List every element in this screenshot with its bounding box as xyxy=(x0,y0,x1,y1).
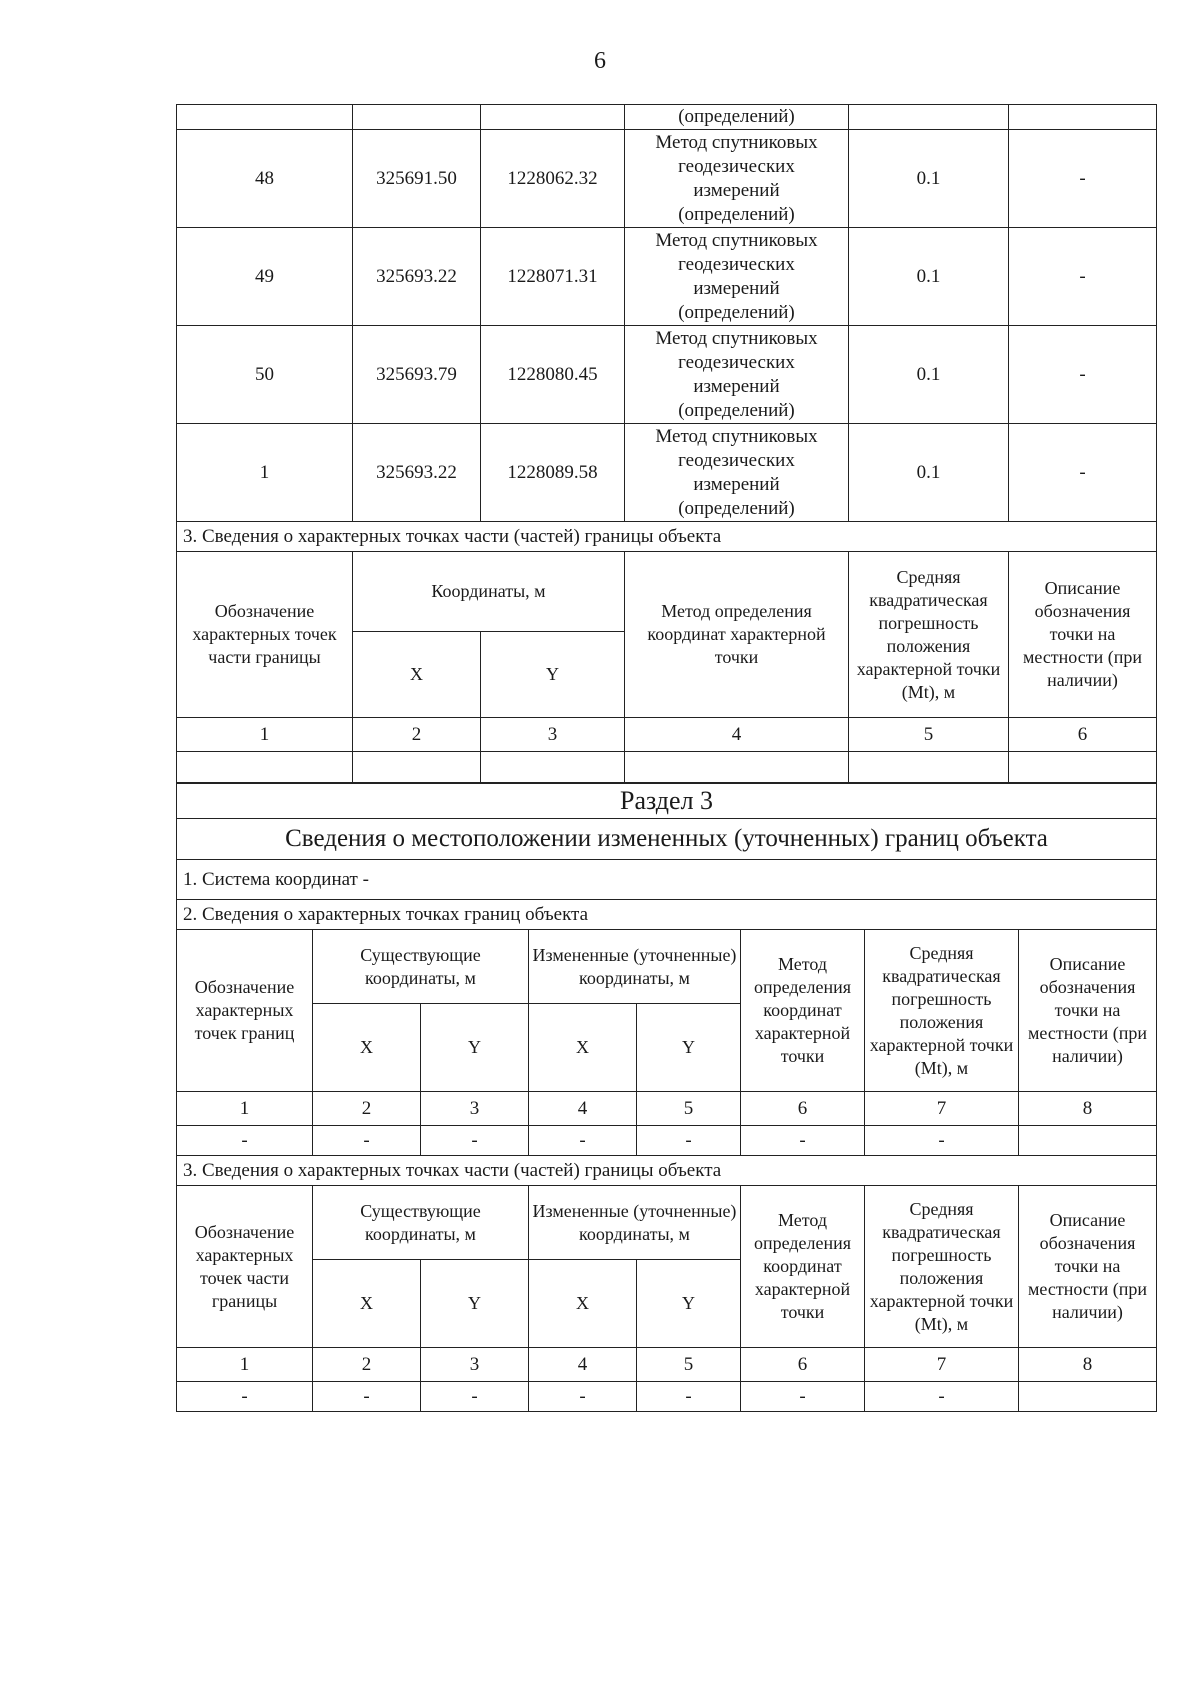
column-number: 7 xyxy=(865,1092,1019,1126)
header-mt: Средняя квадратическая погрешность положения характерной точки (Mt), м xyxy=(865,1186,1019,1348)
coord-x: 325693.22 xyxy=(353,424,481,522)
column-number: 2 xyxy=(313,1348,421,1382)
header-designation: Обозначение характерных точек части границы xyxy=(177,1186,313,1348)
coord-y: 1228089.58 xyxy=(481,424,625,522)
header-changed-coords: Измененные (уточненные) координаты, м xyxy=(529,1186,741,1260)
section-subtitle: Сведения о местоположении измененных (уточненных) границ объекта xyxy=(177,819,1157,860)
cell-value: - xyxy=(529,1382,637,1412)
table-header-row xyxy=(177,930,1157,1004)
mt-value: 0.1 xyxy=(849,424,1009,522)
column-number-row xyxy=(177,1348,1157,1382)
description-value: - xyxy=(1009,130,1157,228)
table-row xyxy=(177,784,1157,819)
column-number-row xyxy=(177,1092,1157,1126)
header-method: Метод определения координат характерной точки xyxy=(625,552,849,718)
column-number: 6 xyxy=(741,1348,865,1382)
description-value: - xyxy=(1009,326,1157,424)
column-number: 1 xyxy=(177,1348,313,1382)
table-header-row xyxy=(177,552,1157,632)
cell-value: - xyxy=(313,1382,421,1412)
header-y: Y xyxy=(481,632,625,718)
table-row xyxy=(177,1126,1157,1156)
header-description: Описание обозначения точки на местности (при наличии) xyxy=(1009,552,1157,718)
header-y: Y xyxy=(637,1260,741,1348)
table-row xyxy=(177,900,1157,930)
coord-y: 1228080.45 xyxy=(481,326,625,424)
cell-value: - xyxy=(177,1126,313,1156)
header-x: X xyxy=(313,1004,421,1092)
section-heading: 3. Сведения о характерных точках части (частей) границы объекта xyxy=(177,1156,1157,1186)
header-designation: Обозначение характерных точек части границы xyxy=(177,552,353,718)
column-number: 3 xyxy=(421,1092,529,1126)
table-row xyxy=(177,130,1157,228)
section-heading: 2. Сведения о характерных точках границ объекта xyxy=(177,900,1157,930)
column-number: 6 xyxy=(741,1092,865,1126)
coord-x: 325693.79 xyxy=(353,326,481,424)
method-cell: Метод спутниковых геодезических измерений (определений) xyxy=(625,228,849,326)
header-existing-coords: Существующие координаты, м xyxy=(313,1186,529,1260)
table-row xyxy=(177,819,1157,860)
coord-y: 1228062.32 xyxy=(481,130,625,228)
column-number: 3 xyxy=(421,1348,529,1382)
point-number: 1 xyxy=(177,424,353,522)
cell-value: - xyxy=(421,1382,529,1412)
column-number: 4 xyxy=(625,718,849,752)
header-changed-coords: Измененные (уточненные) координаты, м xyxy=(529,930,741,1004)
point-number: 48 xyxy=(177,130,353,228)
mt-value: 0.1 xyxy=(849,130,1009,228)
section-title: Раздел 3 xyxy=(177,784,1157,819)
cell-value: - xyxy=(865,1382,1019,1412)
column-number: 8 xyxy=(1019,1348,1157,1382)
table-row xyxy=(177,1382,1157,1412)
section2-points-table xyxy=(176,104,1157,783)
table-row xyxy=(177,752,1157,783)
header-x: X xyxy=(529,1004,637,1092)
mt-value: 0.1 xyxy=(849,228,1009,326)
table-row xyxy=(177,424,1157,522)
cell-value: - xyxy=(177,1382,313,1412)
page-number: 6 xyxy=(594,48,606,74)
column-number: 5 xyxy=(849,718,1009,752)
header-description: Описание обозначения точки на местности (при наличии) xyxy=(1019,1186,1157,1348)
header-existing-coords: Существующие координаты, м xyxy=(313,930,529,1004)
header-x: X xyxy=(353,632,481,718)
header-x: X xyxy=(529,1260,637,1348)
header-mt: Средняя квадратическая погрешность положения характерной точки (Mt), м xyxy=(849,552,1009,718)
table-row xyxy=(177,860,1157,900)
description-value: - xyxy=(1009,424,1157,522)
table-row xyxy=(177,1156,1157,1186)
header-x: X xyxy=(313,1260,421,1348)
method-cell: Метод спутниковых геодезических измерений (определений) xyxy=(625,130,849,228)
cell-value: - xyxy=(313,1126,421,1156)
column-number-row xyxy=(177,718,1157,752)
cell-value xyxy=(1019,1382,1157,1412)
cell-value: - xyxy=(529,1126,637,1156)
cell-value: - xyxy=(637,1126,741,1156)
coord-x: 325691.50 xyxy=(353,130,481,228)
cell-value xyxy=(1019,1126,1157,1156)
header-y: Y xyxy=(637,1004,741,1092)
cell-value: - xyxy=(421,1126,529,1156)
method-cell: Метод спутниковых геодезических измерений (определений) xyxy=(625,326,849,424)
table-row xyxy=(177,228,1157,326)
column-number: 4 xyxy=(529,1092,637,1126)
point-number: 50 xyxy=(177,326,353,424)
column-number: 5 xyxy=(637,1348,741,1382)
header-mt: Средняя квадратическая погрешность положения характерной точки (Mt), м xyxy=(865,930,1019,1092)
section3-table xyxy=(176,783,1157,1412)
table-header-row xyxy=(177,1186,1157,1260)
header-designation: Обозначение характерных точек границ xyxy=(177,930,313,1092)
column-number: 1 xyxy=(177,718,353,752)
column-number: 5 xyxy=(637,1092,741,1126)
column-number: 4 xyxy=(529,1348,637,1382)
cell-value: - xyxy=(865,1126,1019,1156)
column-number: 2 xyxy=(353,718,481,752)
section-heading: 3. Сведения о характерных точках части (частей) границы объекта xyxy=(177,522,1157,552)
cell-value: - xyxy=(741,1382,865,1412)
table-row xyxy=(177,105,1157,130)
column-number: 3 xyxy=(481,718,625,752)
column-number: 8 xyxy=(1019,1092,1157,1126)
table-row xyxy=(177,522,1157,552)
coord-y: 1228071.31 xyxy=(481,228,625,326)
header-description: Описание обозначения точки на местности (при наличии) xyxy=(1019,930,1157,1092)
coord-x: 325693.22 xyxy=(353,228,481,326)
column-number: 1 xyxy=(177,1092,313,1126)
header-method: Метод определения координат характерной точки xyxy=(741,930,865,1092)
method-cell: Метод спутниковых геодезических измерений (определений) xyxy=(625,424,849,522)
header-y: Y xyxy=(421,1004,529,1092)
table-row xyxy=(177,326,1157,424)
header-y: Y xyxy=(421,1260,529,1348)
column-number: 6 xyxy=(1009,718,1157,752)
header-coords: Координаты, м xyxy=(353,552,625,632)
document-table xyxy=(176,104,1156,1412)
description-value: - xyxy=(1009,228,1157,326)
header-method: Метод определения координат характерной точки xyxy=(741,1186,865,1348)
mt-value: 0.1 xyxy=(849,326,1009,424)
coord-system-label: 1. Система координат - xyxy=(177,860,1157,900)
point-number: 49 xyxy=(177,228,353,326)
cell-value: - xyxy=(637,1382,741,1412)
cell-value: - xyxy=(741,1126,865,1156)
column-number: 2 xyxy=(313,1092,421,1126)
method-cell: (определений) xyxy=(625,105,849,130)
column-number: 7 xyxy=(865,1348,1019,1382)
